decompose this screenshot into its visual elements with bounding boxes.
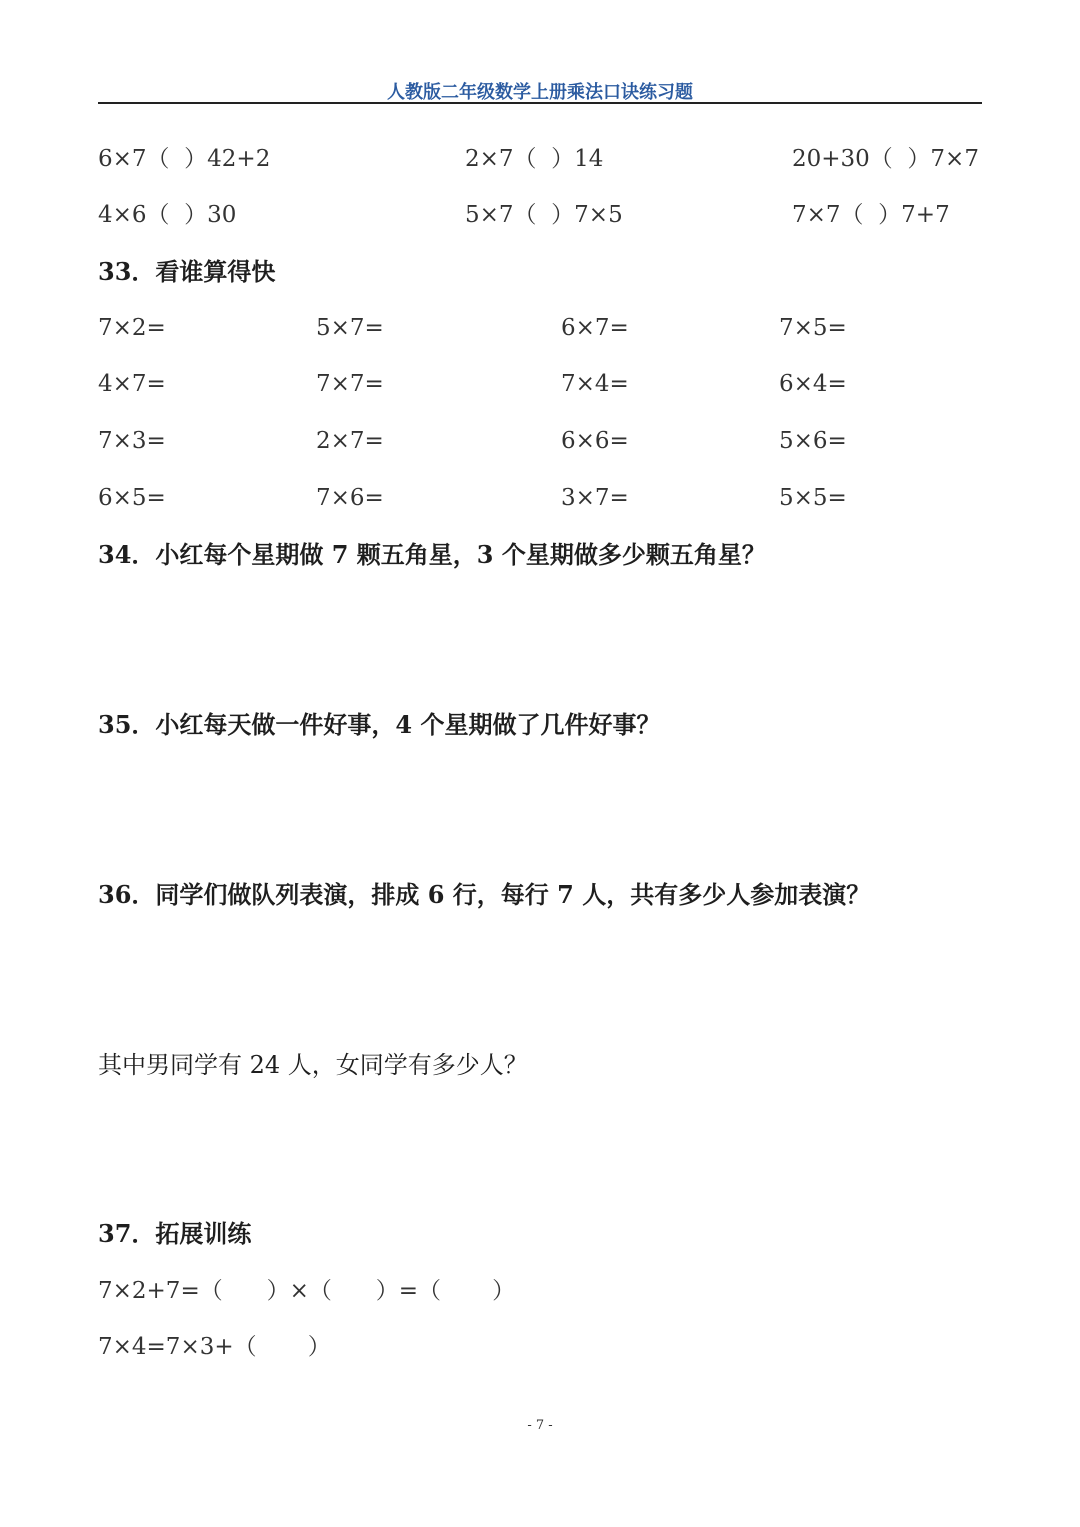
calc-item: 7×7= <box>316 371 384 397</box>
calc-item: 6×7= <box>561 315 629 341</box>
calc-item: 2×7= <box>316 428 384 454</box>
calc-item: 5×7= <box>316 315 384 341</box>
compare-item: 20+30（ ）7×7 <box>792 146 979 172</box>
compare-item: 5×7（ ）7×5 <box>465 202 623 228</box>
extension-line: 7×2+7=（ ）×（ ）=（ ） <box>98 1278 516 1304</box>
calc-item: 7×2= <box>98 315 166 341</box>
extension-line: 7×4=7×3+（ ） <box>98 1334 331 1360</box>
header-divider <box>98 102 982 104</box>
calc-item: 7×6= <box>316 485 384 511</box>
calc-item: 7×5= <box>779 315 847 341</box>
question-37-title: 37．拓展训练 <box>98 1219 252 1248</box>
calc-item: 4×7= <box>98 371 166 397</box>
calc-item: 7×4= <box>561 371 629 397</box>
question-36-followup: 其中男同学有 24 人，女同学有多少人？ <box>98 1051 528 1079</box>
compare-item: 2×7（ ）14 <box>465 146 604 172</box>
calc-item: 6×6= <box>561 428 629 454</box>
page-number: - 7 - <box>527 1418 553 1433</box>
calc-item: 5×6= <box>779 428 847 454</box>
page-header-title: 人教版二年级数学上册乘法口诀练习题 <box>387 82 693 103</box>
calc-item: 7×3= <box>98 428 166 454</box>
compare-item: 4×6（ ）30 <box>98 202 237 228</box>
compare-item: 7×7（ ）7+7 <box>792 202 950 228</box>
calc-item: 5×5= <box>779 485 847 511</box>
compare-item: 6×7（ ）42+2 <box>98 146 271 172</box>
calc-item: 6×5= <box>98 485 166 511</box>
question-36-title: 36．同学们做队列表演，排成 6 行，每行 7 人，共有多少人参加表演？ <box>98 880 871 909</box>
question-35-title: 35．小红每天做一件好事，4 个星期做了几件好事？ <box>98 710 661 739</box>
question-34-title: 34．小红每个星期做 7 颗五角星，3 个星期做多少颗五角星？ <box>98 540 766 569</box>
question-33-title: 33．看谁算得快 <box>98 257 276 286</box>
calc-item: 3×7= <box>561 485 629 511</box>
calc-item: 6×4= <box>779 371 847 397</box>
